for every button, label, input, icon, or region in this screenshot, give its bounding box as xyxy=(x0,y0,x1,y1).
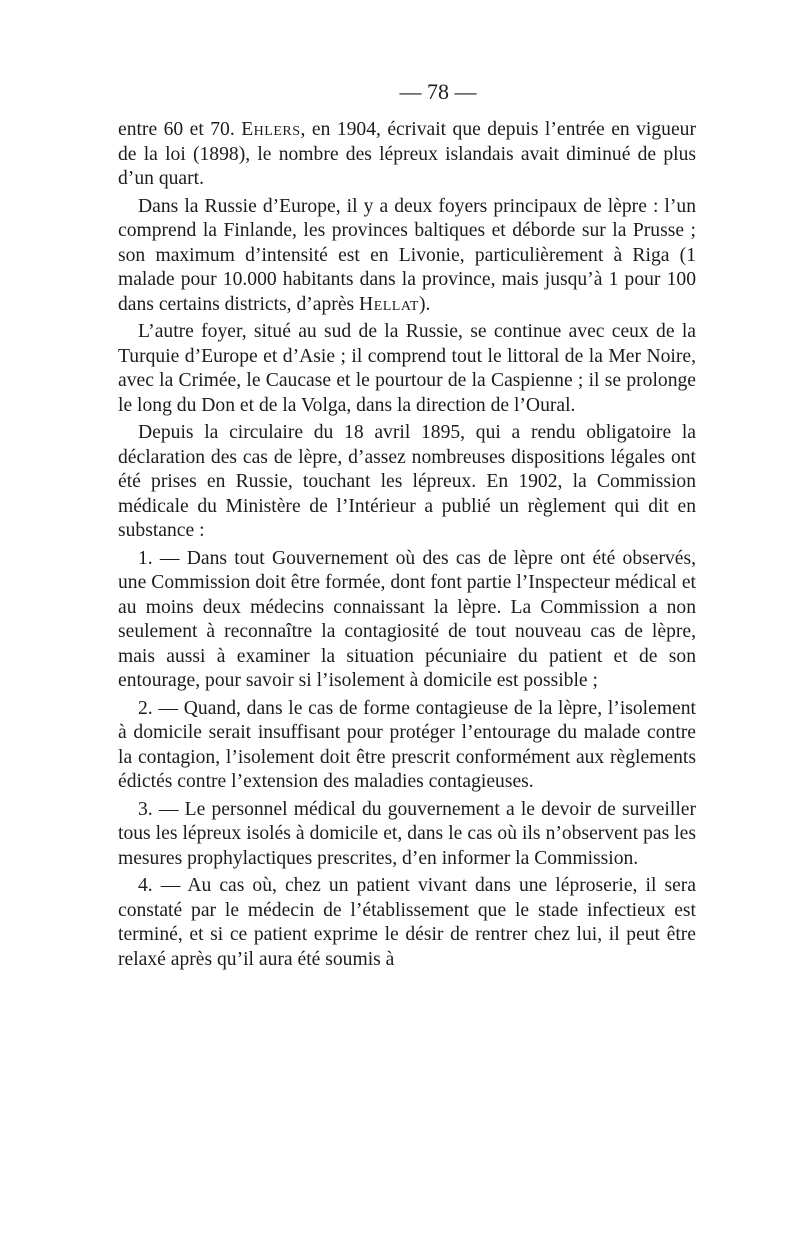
paragraph-text: Depuis la circulaire du 18 avril 1895, qui a rendu obligatoire la déclaration des cas de lèpre, d’assez nombreuses dispositions légales ont été prises en Russie, touchant les lépreux. En 1902, la Commission médicale du Ministère de l’Intérieur a publié un règlement qui dit en substance : xyxy=(118,422,696,541)
paragraph-text: 1. — Dans tout Gouvernement où des cas de lèpre ont été observés, une Commission doit être formée, dont font partie l’Inspecteur médical et au moins deux médecins connaissant la lèpre. La Commission a non seulement à reconnaître la contagiosité de tout nouveau cas de lèpre, mais aussi à examiner la situation pécuniaire du patient et de son entourage, pour savoir si l’isolement à domicile est possible ; xyxy=(118,547,696,691)
paragraph-8 xyxy=(118,874,696,972)
paragraph-text: 3. — Le personnel médical du gouvernement a le devoir de surveiller tous les lépreux isolés à domicile et, dans le cas où ils n’observent pas les mesures prophylactiques prescrites, d’en informer la Commission. xyxy=(118,798,696,869)
paragraph-6 xyxy=(118,697,696,795)
paragraph-1 xyxy=(118,118,696,192)
paragraph-text: 2. — Quand, dans le cas de forme contagieuse de la lèpre, l’isolement à domicile serait insuffisant pour protéger l’entourage du malade contre la contagion, l’isolement doit être prescrit conformément aux règlements édictés contre l’extension des maladies contagieuses. xyxy=(118,697,696,792)
paragraph-text: , en 1904, écrivait que depuis l’entrée en vigueur de la loi (1898), le nombre des lépreux islandais avait diminué de plus d’un quart. xyxy=(118,119,696,189)
paragraph-5 xyxy=(118,547,696,694)
paragraph-text: ). xyxy=(418,293,431,315)
body-text xyxy=(118,118,696,972)
author-name: Ehlers xyxy=(241,119,301,140)
paragraph-7 xyxy=(118,798,696,872)
paragraph-4 xyxy=(118,421,696,544)
paragraph-3 xyxy=(118,320,696,418)
document-page xyxy=(118,78,696,975)
paragraph-text: 4. — Au cas où, chez un patient vivant dans une léproserie, il sera constaté par le médecin de l’établissement que le stade infectieux est terminé, et si ce patient exprime le désir de rentrer chez lui, il peut être relaxé après qu’il aura été soumis à xyxy=(118,875,696,970)
paragraph-text: entre 60 et 70. xyxy=(118,119,242,140)
author-name: Hellat xyxy=(359,293,419,315)
paragraph-2 xyxy=(118,195,696,318)
page-number: — 78 — xyxy=(399,79,477,104)
paragraph-text: Dans la Russie d’Europe, il y a deux foyers principaux de lèpre : l’un comprend la Finlande, les provinces baltiques et déborde sur la Prusse ; son maximum d’intensité est en Livonie, particulièrement à Riga (1 malade pour 10.000 habitants dans la province, mais jusqu’à 1 pour 100 dans certains districts, d’après xyxy=(118,195,696,315)
paragraph-text: L’autre foyer, situé au sud de la Russie, se continue avec ceux de la Turquie d’Europe et d’Asie ; il comprend tout le littoral de la Mer Noire, avec la Crimée, le Caucase et le pourtour de la Caspienne ; il se prolonge le long du Don et de la Volga, dans la direction de l’Oural. xyxy=(118,321,696,416)
